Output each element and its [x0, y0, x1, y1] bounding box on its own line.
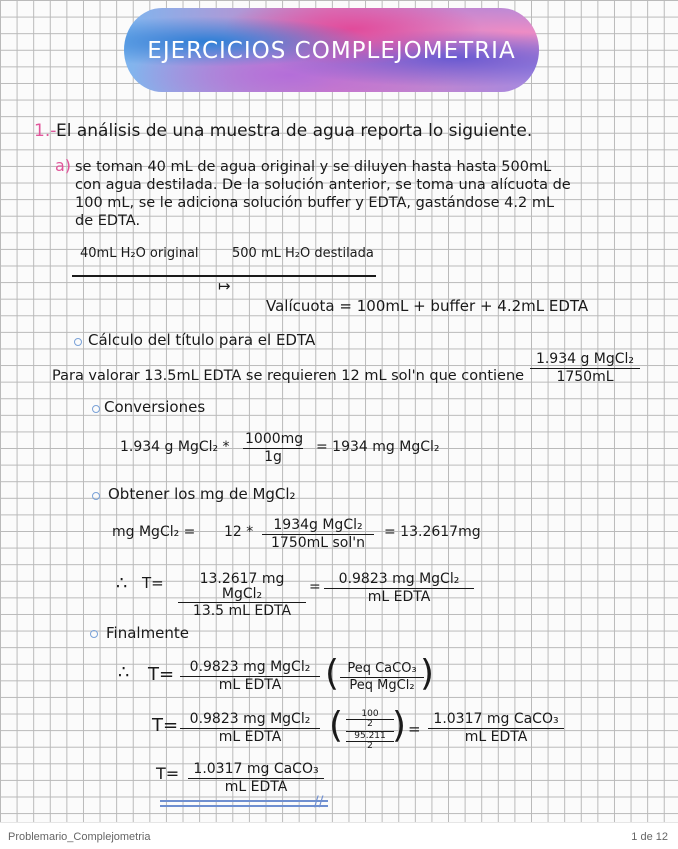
therefore-symbol: ∴ — [118, 662, 130, 683]
fraction-denominator: mL EDTA — [224, 778, 288, 795]
inner-denominator-bottom: 2 — [346, 741, 394, 751]
close-paren: ) — [420, 653, 435, 694]
document-footer — [0, 822, 678, 849]
sketch-left-label: 40mL H₂O original — [80, 246, 199, 261]
final-answer-underline — [160, 805, 328, 807]
obtener-rhs: = 13.2617mg — [384, 524, 481, 540]
title-banner — [124, 8, 539, 92]
open-paren: ( — [325, 653, 340, 694]
inner-numerator-bottom: 2 — [346, 719, 394, 729]
titulo-fraction — [530, 352, 640, 384]
part-label: a) — [55, 156, 72, 175]
part-line-3: 100 mL, se le adiciona solución buffer y EDTA, gastándose 4.2 mL — [75, 195, 555, 211]
titulo-heading: Cálculo del título para el EDTA — [88, 331, 316, 349]
part-line-2: con agua destilada. De la solución anterior, se toma una alícuota de — [75, 177, 571, 193]
fraction-numerator: Peq CaCO₃ — [340, 662, 424, 678]
nested-fraction — [346, 710, 394, 752]
fraction-numerator: 1.934 g MgCl₂ — [530, 352, 640, 369]
final-answer-underline — [160, 800, 328, 802]
t2-equals: = — [408, 720, 421, 738]
finalmente-heading: Finalmente — [106, 624, 190, 642]
inner-numerator-top: 100 — [361, 709, 379, 719]
sketch-arrow: ↦ — [218, 277, 231, 295]
fraction-numerator: 1.0317 mg CaCO₃ — [428, 712, 564, 729]
problem-statement: El análisis de una muestra de agua reporta lo siguiente. — [56, 121, 533, 141]
close-paren: ) — [392, 705, 407, 746]
fraction-denominator: 13.5 mL EDTA — [192, 603, 292, 620]
bullet — [92, 405, 100, 413]
obtener-heading: Obtener los mg de MgCl₂ — [108, 485, 296, 503]
inner-denominator-top: 95.211 — [346, 731, 394, 741]
sketch-right-label: 500 mL H₂O destilada — [232, 246, 374, 261]
aliquot-line: Valícuota = 100mL + buffer + 4.2mL EDTA — [266, 297, 589, 315]
fraction-numerator: 0.9823 mg MgCl₂ — [180, 712, 320, 729]
titulo-text: Para valorar 13.5mL EDTA se requieren 12 mL sol'n que contiene — [52, 368, 525, 384]
conversiones-fraction — [243, 432, 303, 464]
t3-fraction — [188, 762, 324, 794]
conversiones-rhs: = 1934 mg MgCl₂ — [316, 439, 440, 455]
fraction-denominator: mL EDTA — [464, 728, 528, 745]
end-mark: // — [314, 794, 324, 810]
fraction-numerator: 1.0317 mg CaCO₃ — [188, 762, 324, 779]
fraction-numerator: 1000mg — [245, 431, 304, 447]
t1-fraction — [180, 660, 320, 692]
t2-result-fraction — [428, 712, 564, 744]
problem-number: 1.- — [34, 121, 57, 141]
fraction-denominator: 1g — [264, 448, 282, 465]
therefore-symbol: ∴ — [116, 573, 128, 594]
part-line-1: se toman 40 mL de agua original y se diluyen hasta hasta 500mL — [75, 159, 552, 175]
t2-fraction — [180, 712, 320, 744]
conversiones-heading: Conversiones — [104, 398, 206, 416]
fraction-denominator: mL EDTA — [218, 728, 282, 745]
t1-equivalent-fraction — [340, 662, 424, 692]
fraction-denominator: mL EDTA — [218, 676, 282, 693]
page-indicator: 1 de 12 — [631, 831, 668, 843]
t-fraction-1 — [178, 572, 306, 619]
obtener-factor: 12 * — [224, 524, 254, 540]
fraction-denominator: Peq MgCl₂ — [349, 677, 415, 693]
open-paren: ( — [329, 705, 344, 746]
fraction-numerator: 0.9823 mg MgCl₂ — [324, 572, 474, 589]
banner-title: EJERCICIOS COMPLEJOMETRIA — [147, 38, 516, 64]
t-label: T= — [142, 574, 164, 592]
t-fraction-2 — [324, 572, 474, 604]
obtener-fraction — [262, 518, 374, 550]
t3-label: T= — [156, 764, 180, 783]
fraction-numerator: 1934g MgCl₂ — [262, 518, 374, 535]
part-line-4: de EDTA. — [75, 213, 141, 229]
conversiones-lhs: 1.934 g MgCl₂ * — [120, 439, 230, 455]
fraction-numerator: 0.9823 mg MgCl₂ — [180, 660, 320, 677]
fraction-numerator: 13.2617 mg MgCl₂ — [178, 572, 306, 603]
t2-label: T= — [152, 715, 179, 736]
t1-label: T= — [148, 664, 175, 685]
fraction-denominator: mL EDTA — [367, 588, 431, 605]
fraction-denominator: 1750mL — [556, 368, 614, 385]
bullet — [92, 492, 100, 500]
bullet — [74, 338, 82, 346]
fraction-denominator: 1750mL sol'n — [271, 534, 365, 551]
obtener-lhs: mg MgCl₂ = — [112, 524, 196, 540]
document-filename: Problemario_Complejometria — [8, 831, 151, 843]
t-equals: = — [309, 579, 321, 595]
bullet — [90, 630, 98, 638]
